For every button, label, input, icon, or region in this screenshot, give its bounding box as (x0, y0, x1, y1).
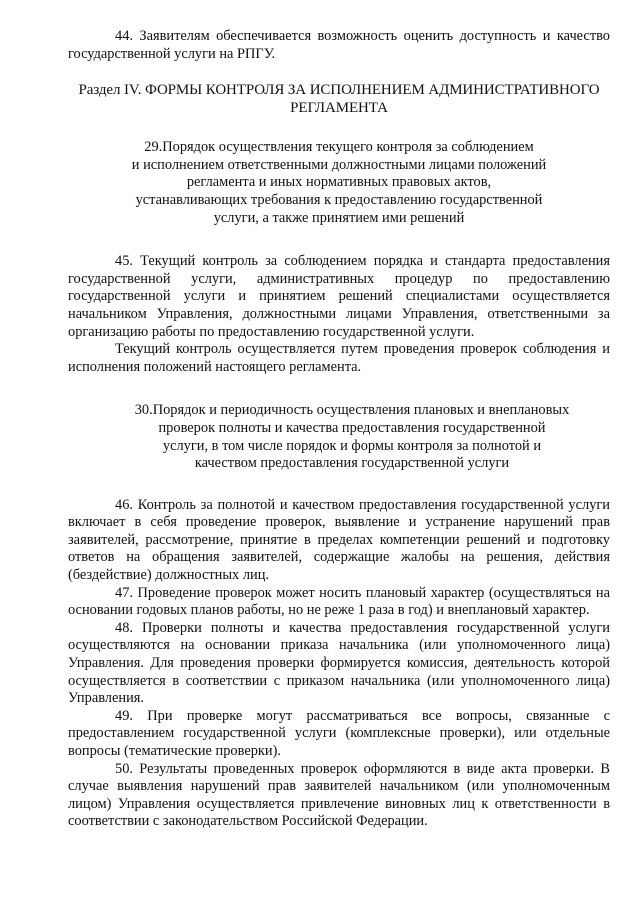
paragraph-44: 44. Заявителям обеспечивается возможность оценить доступность и качество государственной услуги на РПГУ. (68, 28, 610, 62)
subsection-29-line: устанавливающих требования к предоставлению государственной (135, 191, 543, 208)
paragraph-50: 50. Результаты проведенных проверок оформляются в виде акта проверки. В случае выявления нарушений прав заявителей начальником (или уполномоченным лицом) Управления осуществляется привлечение виновных лиц к ответственности в соответствии с законодательством Российской Федерации. (68, 760, 610, 830)
subsection-30-line: 30.Порядок и периодичность осуществления плановых и внеплановых (134, 402, 570, 419)
paragraph-47: 47. Проведение проверок может носить плановый характер (осуществляться на основании годовых планов работы, но не реже 1 раза в год) и внеплановый характер. (68, 584, 610, 619)
subsection-30-line: услуги, в том числе порядок и формы контроля за полнотой и (162, 437, 542, 454)
paragraph-45-continued: Текущий контроль осуществляется путем проведения проверок соблюдения и исполнения положений настоящего регламента. (68, 341, 610, 375)
subsection-30-line: проверок полноты и качества предоставления государственной (158, 419, 546, 436)
subsection-29-line: 29.Порядок осуществления текущего контроля за соблюдением (144, 139, 534, 156)
paragraph-49: 49. При проверке могут рассматриваться все вопросы, связанные с предоставлением государственной услуги (комплексные проверки), или отдельные вопросы (тематические проверки). (68, 707, 610, 759)
paragraph-48: 48. Проверки полноты и качества предоставления государственной услуги осуществляются на основании приказа начальника (или уполномоченного лица) Управления. Для проведения проверки формируется комиссия, деятельность которой осуществляется в соответствии с приказом начальника (или уполномоченного лица) Управления. (68, 619, 610, 707)
paragraph-45: 45. Текущий контроль за соблюдением порядка и стандарта предоставления государственной услуги, административных процедур по предоставлению государственной услуги и принятием решений специалистами осуществляется начальником Управления, должностными лицами Управления, ответственными за организацию работы по предоставлению государственной услуги. (68, 253, 610, 340)
subsection-29-line: и исполнением ответственными должностными лицами положений (131, 156, 547, 173)
subsection-29-line: услуги, а также принятием ими решений (213, 209, 465, 226)
paragraph-46: 46. Контроль за полнотой и качеством предоставления государственной услуги включает в себя проведение проверок, выявление и устранение нарушений прав заявителей, рассмотрение, принятие в пределах компетенции решений и подготовку ответов на обращения заявителей, содержащие жалобы на решения, действия (бездействие) должностных лиц. (68, 496, 610, 584)
subsection-29-line: регламента и иных нормативных правовых актов, (186, 174, 492, 191)
section-heading: Раздел IV. ФОРМЫ КОНТРОЛЯ ЗА ИСПОЛНЕНИЕМ АДМИНИСТРАТИВНОГО РЕГЛАМЕНТА (78, 82, 600, 117)
subsection-heading-30 (68, 402, 610, 472)
subsection-heading-29 (68, 139, 610, 227)
document-page (68, 28, 610, 831)
subsection-30-line: качеством предоставления государственной услуги (194, 455, 510, 472)
